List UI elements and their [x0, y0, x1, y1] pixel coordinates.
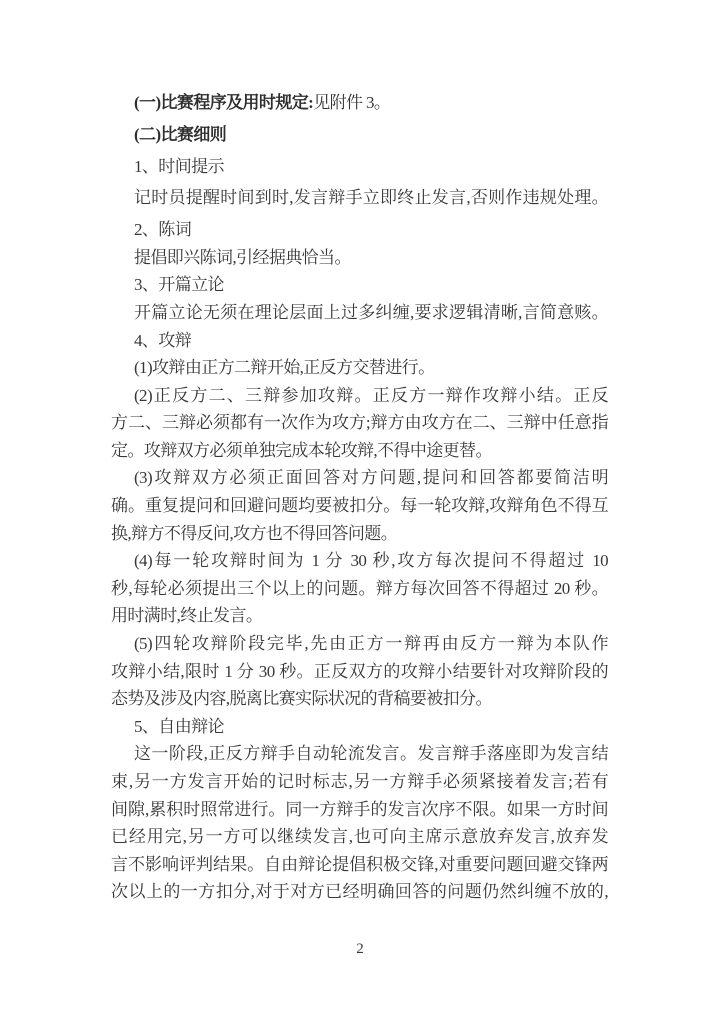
body-text: 3、开篇立论 — [134, 275, 224, 295]
text-line — [111, 89, 608, 117]
text-line — [111, 630, 608, 658]
text-line — [111, 740, 608, 768]
text-line — [111, 244, 608, 272]
text-line — [111, 184, 608, 212]
body-text: 这一阶段,正反方辩手自动轮流发言。发言辩手落座即为发言结 — [134, 744, 608, 764]
body-text: 言不影响评判结果。自由辩论提倡积极交锋,对重要问题回避交锋两 — [111, 854, 608, 874]
body-text: 开篇立论无须在理论层面上过多纠缠,要求逻辑清晰,言简意赅。 — [134, 302, 608, 322]
body-text: 见附件 3。 — [313, 93, 391, 112]
text-line — [111, 768, 608, 796]
document-body — [111, 89, 608, 906]
body-text: 间隙,累积时照常进行。同一方辩手的发言次序不限。如果一方时间 — [111, 799, 608, 819]
text-line — [111, 354, 608, 382]
text-line — [111, 796, 608, 824]
body-text: (2)正反方二、三辩参加攻辩。正反方一辩作攻辩小结。正反 — [134, 385, 608, 405]
text-line — [111, 602, 608, 630]
body-text: 已经用完,另一方可以继续发言,也可向主席示意放弃发言,放弃发 — [111, 827, 608, 847]
text-line — [111, 437, 608, 465]
body-text: (5)四轮攻辩阶段完毕,先由正方一辩再由反方一辩为本队作 — [134, 634, 608, 654]
body-text: 提倡即兴陈词,引经据典恰当。 — [134, 247, 351, 267]
body-text: 4、攻辩 — [134, 330, 192, 350]
body-text: 攻辩小结,限时 1 分 30 秒。正反双方的攻辩小结要针对攻辩阶段的 — [111, 661, 608, 681]
page-number: 2 — [356, 941, 364, 957]
body-text: 记时员提醒时间到时,发言辩手立即终止发言,否则作违规处理。 — [134, 188, 608, 208]
body-text: 定。攻辩双方必须单独完成本轮攻辩,不得中途更替。 — [111, 440, 492, 460]
text-line — [111, 575, 608, 603]
body-text: 次以上的一方扣分,对于对方已经明确回答的问题仍然纠缠不放的, — [111, 882, 608, 902]
body-text: 2、陈词 — [134, 220, 192, 240]
body-text: (4)每一轮攻辩时间为 1 分 30 秒,攻方每次提问不得超过 10 — [134, 551, 608, 571]
text-line — [111, 520, 608, 548]
heading-text: (一)比赛程序及用时规定: — [134, 93, 314, 112]
text-line — [111, 823, 608, 851]
text-line — [111, 121, 608, 149]
text-line — [111, 271, 608, 299]
text-line — [111, 382, 608, 410]
body-text: (1)攻辩由正方二辩开始,正反方交替进行。 — [134, 358, 435, 378]
text-line — [111, 492, 608, 520]
text-line — [111, 153, 608, 181]
body-text: 方二、三辩必须都有一次作为攻方;辩方由攻方在二、三辩中任意指 — [111, 413, 608, 433]
text-line — [111, 547, 608, 575]
text-line — [111, 464, 608, 492]
body-text: 换,辩方不得反问,攻方也不得回答问题。 — [111, 523, 398, 543]
heading-text: (二)比赛细则 — [134, 124, 227, 144]
text-line — [111, 658, 608, 686]
text-line — [111, 878, 608, 906]
body-text: 5、自由辩论 — [134, 716, 224, 736]
text-line — [111, 299, 608, 327]
body-text: 1、时间提示 — [134, 156, 224, 176]
text-line — [111, 851, 608, 879]
text-line — [111, 713, 608, 741]
body-text: 确。重复提问和回避问题均要被扣分。每一轮攻辩,攻辩角色不得互 — [111, 496, 608, 516]
body-text: 秒,每轮必须提出三个以上的问题。辩方每次回答不得超过 20 秒。 — [111, 578, 608, 598]
body-text: (3)攻辩双方必须正面回答对方问题,提问和回答都要简洁明 — [134, 468, 608, 488]
text-line — [111, 685, 608, 713]
body-text: 态势及涉及内容,脱离比赛实际状况的背稿要被扣分。 — [111, 689, 492, 709]
text-line — [111, 409, 608, 437]
text-line — [111, 327, 608, 355]
body-text: 用时满时,终止发言。 — [111, 606, 263, 626]
body-text: 束,另一方发言开始的记时标志,另一方辩手必须紧接着发言;若有 — [111, 772, 608, 791]
text-line — [111, 216, 608, 244]
